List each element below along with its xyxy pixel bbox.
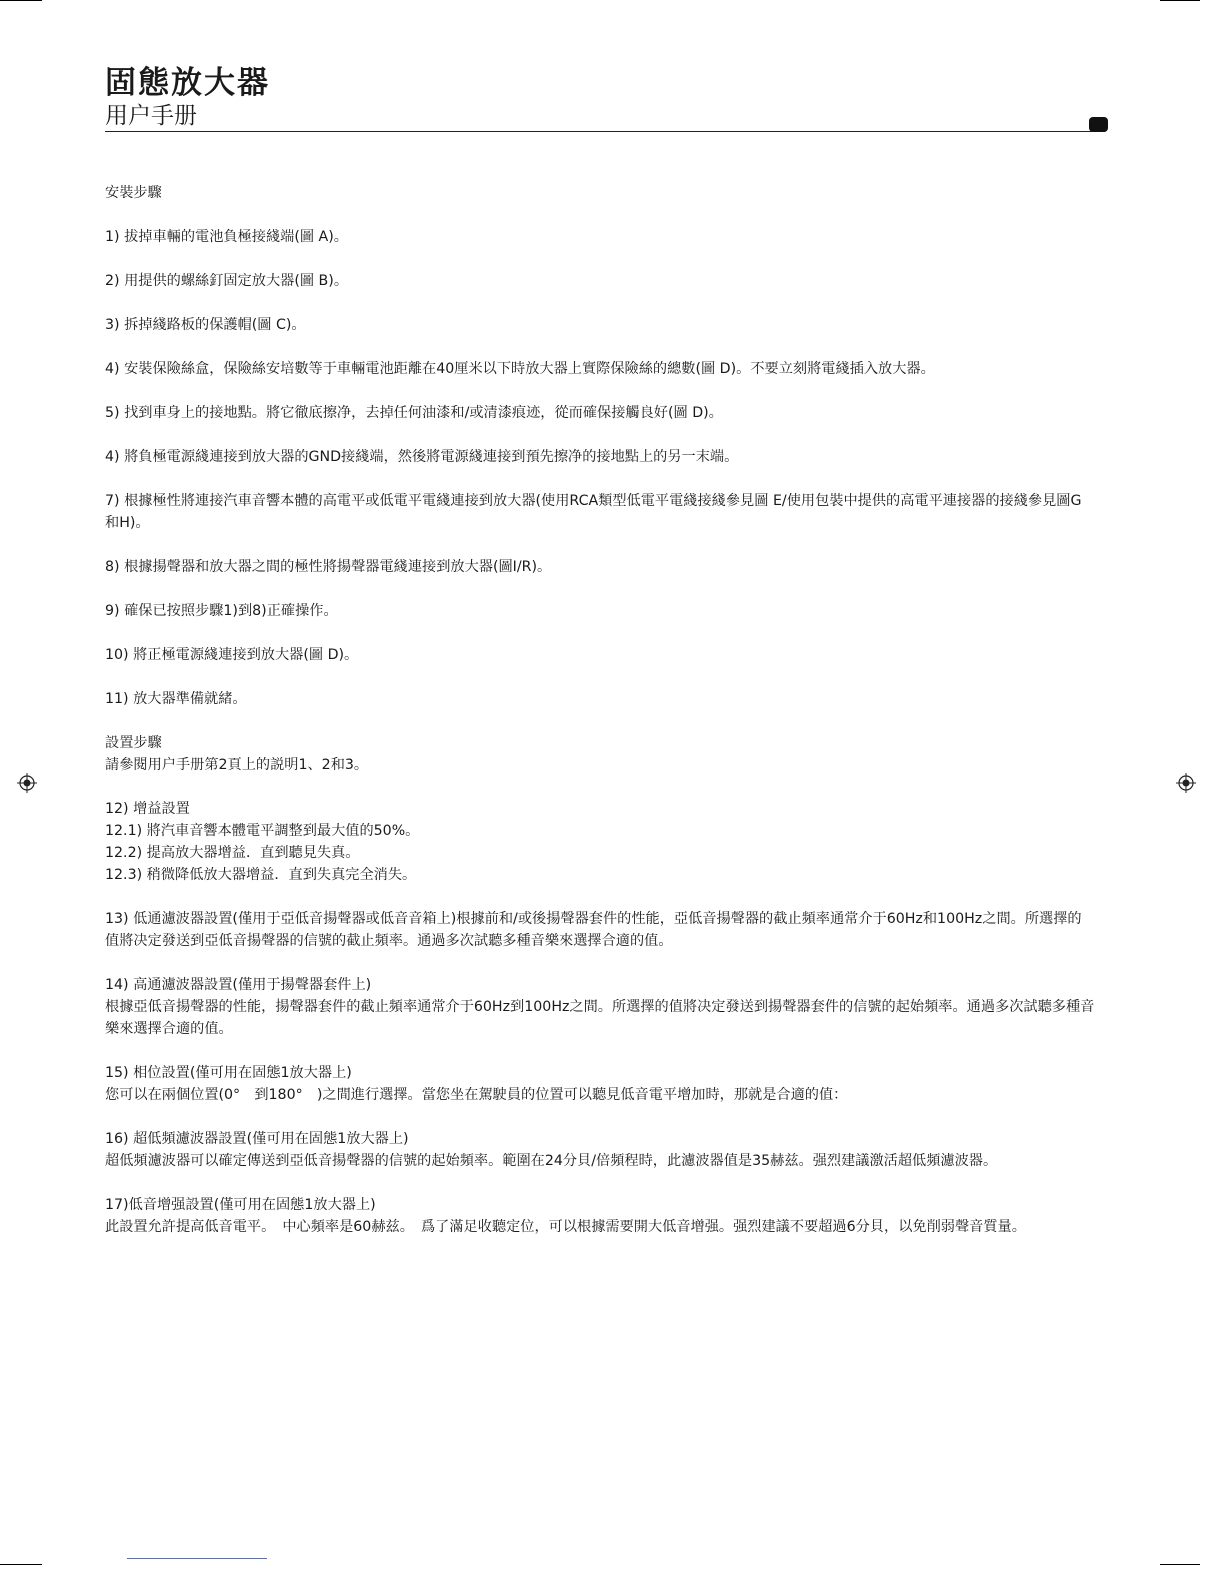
install-step: 2) 用提供的螺絲釘固定放大器(圖 B)。 [105,273,349,289]
subsonic-body: 超低頻濾波器可以確定傳送到亞低音揚聲器的信號的起始頻率。範圍在24分貝/倍頻程時，此濾波器值是35赫兹。强烈建議激活超低頻濾波器。 [105,1153,998,1169]
install-step: 1) 拔掉車輛的電池負極接綫端(圖 A)。 [105,229,348,245]
crop-mark [1160,0,1200,1]
setup-heading: 設置步驟 [105,735,162,751]
install-step: 9) 確保已按照步驟1)到8)正確操作。 [105,603,338,619]
crop-mark [0,1564,42,1565]
gain-step: 12.3) 稍微降低放大器增益．直到失真完全消失。 [105,867,417,883]
lowpass-section: 13) 低通濾波器設置(僅用于亞低音揚聲器或低音音箱上)根據前和/或後揚聲器套件的性能，亞低音揚聲器的截止頻率通常介于60Hz和100Hz之間。所選擇的值將决定發送到亞低音揚聲器的信號的截止頻率。通過多次試聽多種音樂來選擇合適的值。 [105,911,1082,949]
page-title: 固態放大器 [105,65,270,101]
highpass-title: 14) 高通濾波器設置(僅用于揚聲器套件上) [105,977,372,993]
page-subtitle: 用户手册 [105,103,197,129]
install-step: 8) 根據揚聲器和放大器之間的極性將揚聲器電綫連接到放大器(圖I/R)。 [105,559,552,575]
highpass-body: 根據亞低音揚聲器的性能，揚聲器套件的截止頻率通常介于60Hz到100Hz之間。所選擇的值將决定發送到揚聲器套件的信號的起始頻率。通過多次試聽多種音樂來選擇合適的值。 [105,999,1095,1037]
setup-note: 請參閱用户手册第2頁上的説明1、2和3。 [105,757,369,773]
subsonic-title: 16) 超低頻濾波器設置(僅可用在固態1放大器上) [105,1131,409,1147]
phase-title: 15) 相位設置(僅可用在固態1放大器上) [105,1065,352,1081]
bassboost-title: 17)低音增强設置(僅可用在固態1放大器上) [105,1197,376,1213]
install-step: 4) 安裝保險絲盒，保險絲安培數等于車輛電池距離在40厘米以下時放大器上實際保險絲的總數(圖 D)。不要立刻將電綫插入放大器。 [105,361,935,377]
install-heading: 安裝步驟 [105,185,162,201]
footer-divider [127,1558,267,1559]
crop-mark [1160,1564,1200,1565]
registration-mark-icon [17,773,37,793]
gain-step: 12.2) 提高放大器增益．直到聽見失真。 [105,845,360,861]
page-tab-marker [1089,117,1108,132]
gain-step: 12.1) 將汽車音響本體電平調整到最大值的50%。 [105,823,420,839]
install-step: 11) 放大器準備就緒。 [105,691,247,707]
manual-content [105,182,1095,1238]
install-step: 10) 將正極電源綫連接到放大器(圖 D)。 [105,647,359,663]
phase-body: 您可以在兩個位置(0° 到180° )之間進行選擇。當您坐在駕駛員的位置可以聽見低音電平增加時，那就是合適的值： [105,1087,848,1103]
install-step: 7) 根據極性將連接汽車音響本體的高電平或低電平電綫連接到放大器(使用RCA類型低電平電綫接綫參見圖 E/使用包裝中提供的高電平連接器的接綫參見圖G和H)。 [105,493,1082,531]
gain-title: 12) 增益設置 [105,801,190,817]
registration-mark-icon [1176,773,1196,793]
install-step: 4) 將負極電源綫連接到放大器的GND接綫端，然後將電源綫連接到預先擦净的接地點上的另一末端。 [105,449,739,465]
install-step: 5) 找到車身上的接地點。將它徹底擦净，去掉任何油漆和/或清漆痕迹，從而確保接觸良好(圖 D)。 [105,405,723,421]
header-divider [105,131,1105,132]
bassboost-body: 此設置允許提高低音電平。 中心頻率是60赫兹。 爲了滿足收聽定位，可以根據需要開大低音增强。强烈建議不要超過6分貝，以免削弱聲音質量。 [105,1219,1026,1235]
install-step: 3) 拆掉綫路板的保護帽(圖 C)。 [105,317,306,333]
crop-mark [0,0,42,1]
